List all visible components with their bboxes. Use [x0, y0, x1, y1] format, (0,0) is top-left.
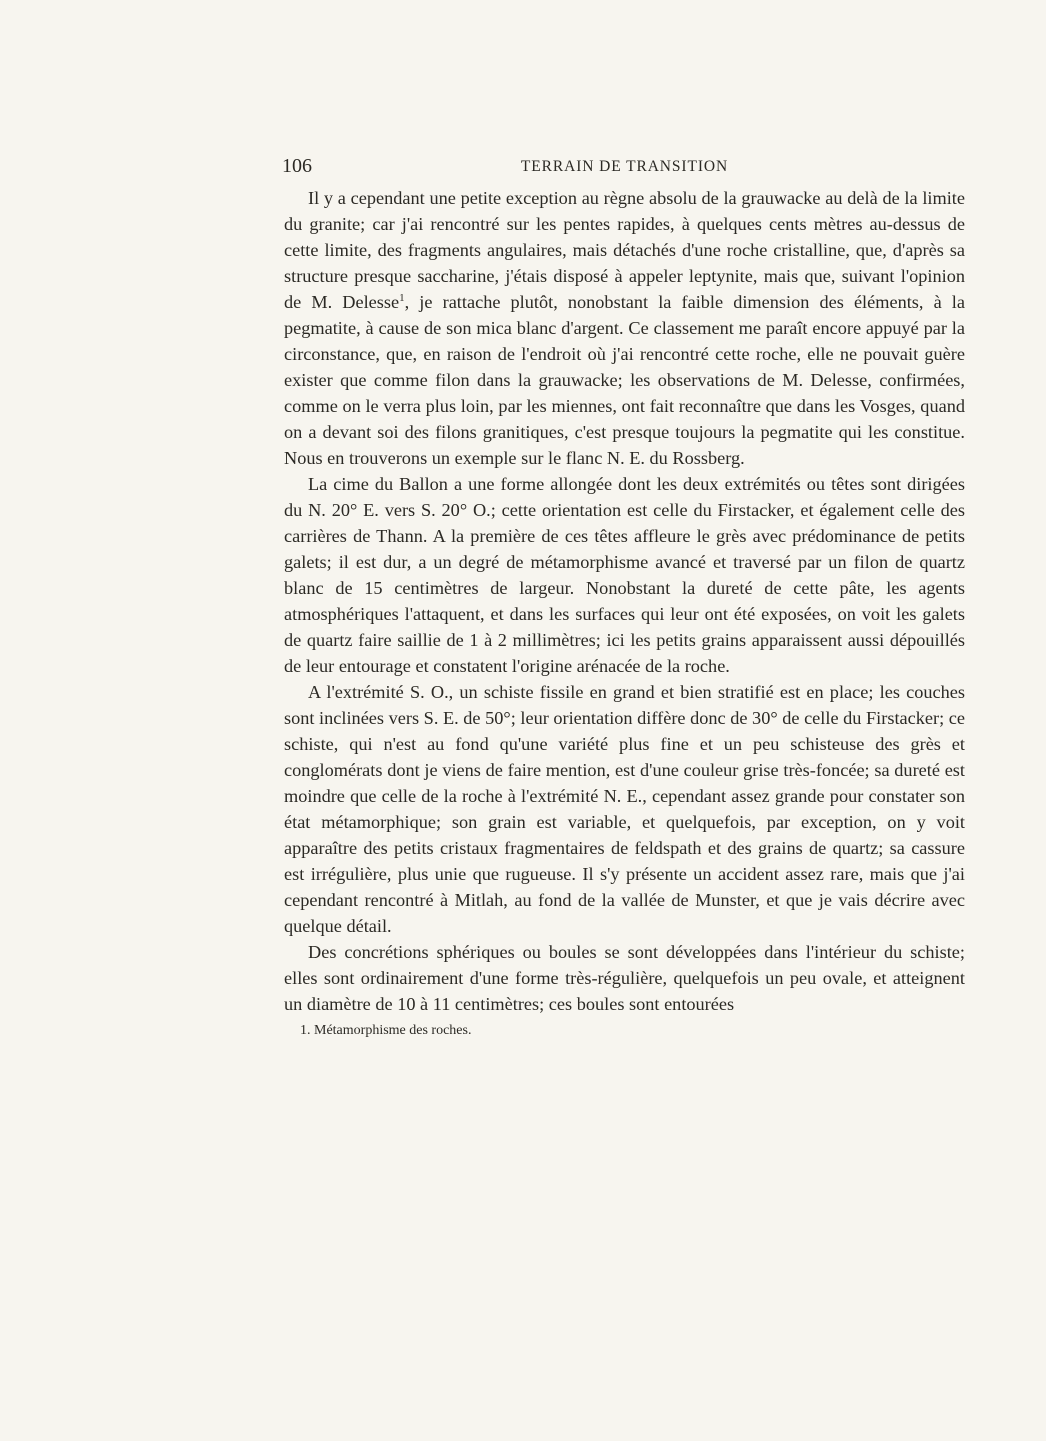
footnote-reference: 1 [399, 291, 405, 304]
paragraph [284, 939, 965, 1017]
page-number: 106 [282, 155, 312, 177]
footnote-marker: 1. [300, 1023, 311, 1038]
paragraph [284, 471, 965, 679]
footnote-text: Métamorphisme des roches. [310, 1023, 472, 1038]
paragraph-text: Il y a cependant une petite exception au règne absolu de la grauwacke au delà de la limite du granite; car j'ai rencontré sur les pentes rapides, à quelques cents mètres au-dessus de cette limite, des fragments angulaires, mais détachés d'une roche cristalline, que, d'après sa structure presque saccharine, j'étais disposé à appeler leptynite, mais que, suivant l'opinion de M. Delesse [284, 188, 965, 312]
paragraph [284, 679, 965, 939]
paragraph-text: Des concrétions sphériques ou boules se sont développées dans l'intérieur du schiste; elles sont ordinairement d'une forme très-régulière, quelquefois un peu ovale, et atteignent un diamètre de 10 à 11 centimètres; ces boules sont entourées [284, 942, 965, 1014]
body-text [284, 185, 965, 1017]
footnote [284, 1021, 965, 1041]
paragraph-text: , je rattache plutôt, nonobstant la faible dimension des éléments, à la pegmatite, à cause de son mica blanc d'argent. Ce classement me paraît encore appuyé par la circonstance, que, en raison de l'endroit où j'ai rencontré cette roche, elle ne pouvait guère exister que comme filon dans la grauwacke; les observations de M. Delesse, confirmées, comme on le verra plus loin, par les miennes, ont fait reconnaître que dans les Vosges, quand on a devant soi des filons granitiques, c'est presque toujours la pegmatite qui les constitue. Nous en trouverons un exemple sur le flanc N. E. du Rossberg. [284, 292, 965, 468]
paragraph-text: A l'extrémité S. O., un schiste fissile en grand et bien stratifié est en place; les couches sont inclinées vers S. E. de 50°; leur orientation diffère donc de 30° de celle du Firstacker; ce schiste, qui n'est au fond qu'une variété plus fine et un peu schisteuse des grès et conglomérats dont je viens de faire mention, est d'une couleur grise très-foncée; sa dureté est moindre que celle de la roche à l'extrémité N. E., cependant assez grande pour constater son état métamorphique; son grain est variable, et quelquefois, par exception, on y voit apparaître des petits cristaux fragmentaires de feldspath et des grains de quartz; sa cassure est irrégulière, plus unie que rugueuse. Il s'y présente un accident assez rare, mais que j'ai cependant rencontré à Mitlah, au fond de la vallée de Munster, et que je vais décrire avec quelque détail. [284, 682, 965, 936]
page [284, 155, 965, 1041]
running-title: TERRAIN DE TRANSITION [520, 158, 729, 175]
paragraph [284, 185, 965, 471]
paragraph-text: La cime du Ballon a une forme allongée dont les deux extrémités ou têtes sont dirigées du N. 20° E. vers S. 20° O.; cette orientation est celle du Firstacker, et également celle des carrières de Thann. A la première de ces têtes affleure le grès avec prédominance de petits galets; il est dur, a un degré de métamorphisme avancé et traversé par un filon de quartz blanc de 15 centimètres de largeur. Nonobstant la dureté de cette pâte, les agents atmosphériques l'attaquent, et dans les surfaces qui leur ont été exposées, on voit les galets de quartz faire saillie de 1 à 2 millimètres; ici les petits grains apparaissent aussi dépouillés de leur entourage et constatent l'origine arénacée de la roche. [284, 474, 965, 676]
footnotes [284, 1021, 965, 1041]
running-head [284, 155, 965, 185]
